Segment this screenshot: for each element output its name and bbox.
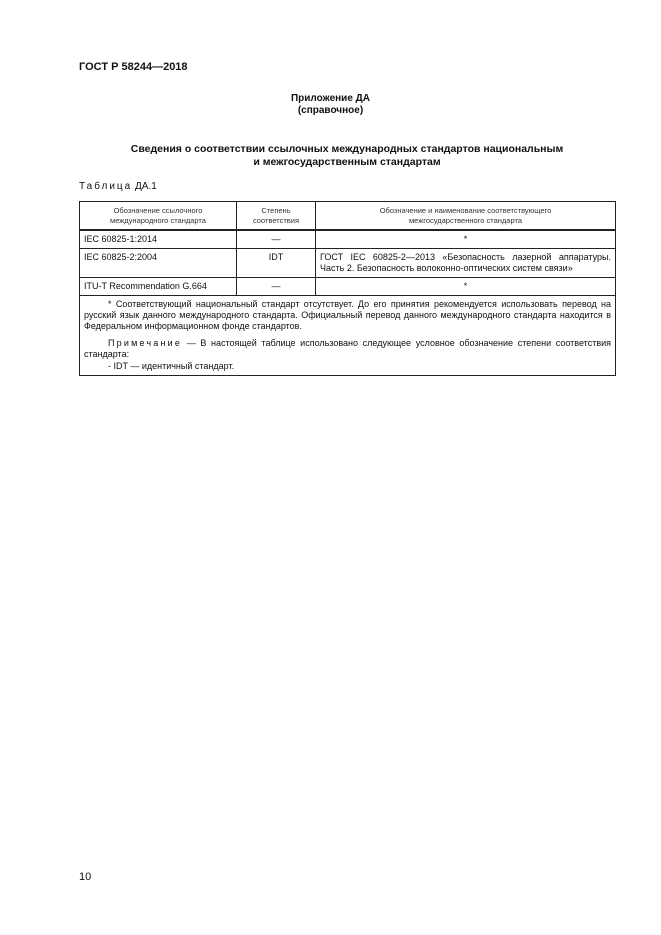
- note-text: — В настоящей таблице использовано следующее условное обозначение степени соответствия стандарта:: [84, 338, 611, 359]
- section-heading: [79, 143, 615, 169]
- table-row: [80, 278, 616, 296]
- note-label: Примечание: [108, 338, 183, 348]
- appendix-header: [0, 93, 661, 117]
- table-caption-number: ДА.1: [132, 181, 157, 192]
- table-footnote-row: [80, 296, 616, 376]
- degree-cell: —: [237, 230, 316, 249]
- appendix-title: Приложение ДА: [290, 93, 371, 104]
- national-standard-cell: *: [316, 278, 616, 296]
- intl-standard-cell: IEC 60825-1:2014: [80, 230, 237, 249]
- document-code: ГОСТ Р 58244—2018: [79, 61, 188, 73]
- column-header-degree: Степень соответствия: [237, 202, 316, 231]
- table-caption-word: Таблица: [79, 181, 133, 192]
- standards-table: [79, 201, 616, 376]
- intl-standard-cell: IEC 60825-2:2004: [80, 249, 237, 278]
- degree-cell: —: [237, 278, 316, 296]
- table-header-row: [80, 202, 616, 231]
- footnote-text: * Соответствующий национальный стандарт отсутствует. До его принятия рекомендуется использовать перевод на русский язык данного международного стандарта. Официальный перевод данного международного стандарта находится в Федеральном информационном фонде стандартов.: [84, 299, 611, 331]
- note-list-item: - IDT — идентичный стандарт.: [108, 361, 235, 371]
- table-row: [80, 230, 616, 249]
- intl-standard-cell: ITU-T Recommendation G.664: [80, 278, 237, 296]
- page-number: 10: [79, 871, 92, 883]
- column-header-national-standard: Обозначение и наименование соответствующего межгосударственного стандарта: [316, 202, 616, 231]
- national-standard-cell: *: [316, 230, 616, 249]
- table-note: [84, 338, 611, 360]
- degree-cell: IDT: [237, 249, 316, 278]
- table-row: [80, 249, 616, 278]
- heading-line-2: и межгосударственным стандартам: [253, 156, 441, 168]
- table-caption: [79, 181, 157, 192]
- appendix-subtitle: (справочное): [297, 105, 364, 116]
- table-footnote-cell: [80, 296, 616, 376]
- national-standard-cell: ГОСТ IEC 60825-2—2013 «Безопасность лазерной аппаратуры. Часть 2. Безопасность волоконно-оптических систем связи»: [316, 249, 616, 278]
- column-header-intl-standard: Обозначение ссылочного международного стандарта: [80, 202, 237, 231]
- heading-line-1: Сведения о соответствии ссылочных международных стандартов национальным: [130, 143, 564, 155]
